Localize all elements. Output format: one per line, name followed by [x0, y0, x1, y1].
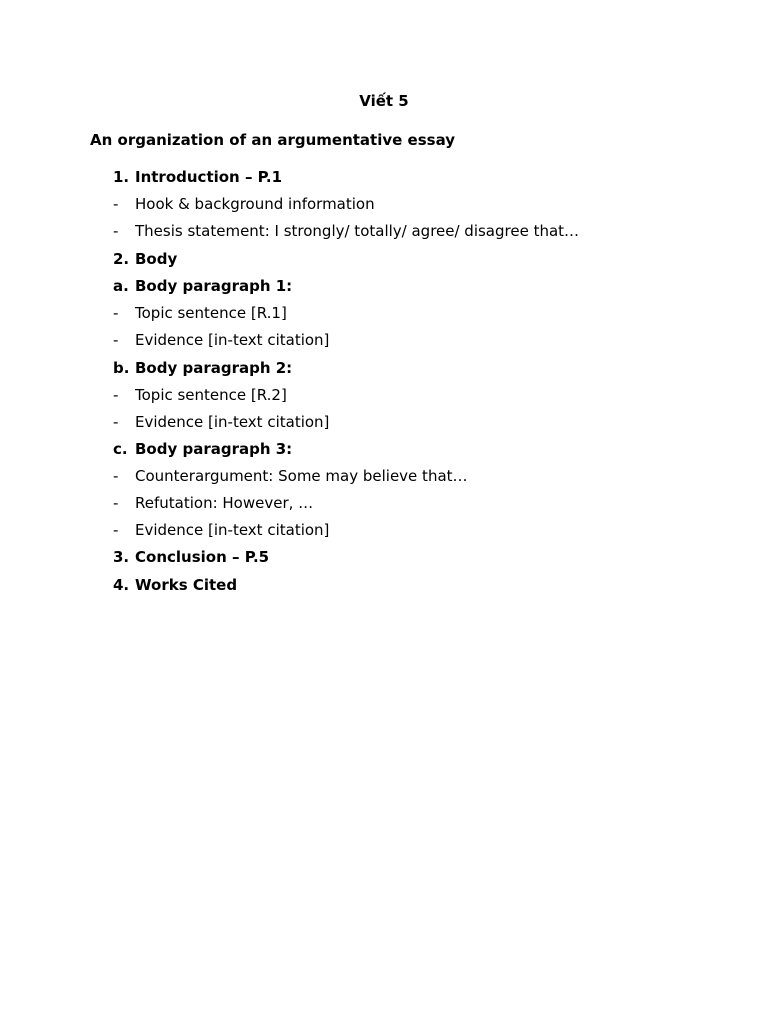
outline-text: Body paragraph 1: [135, 277, 293, 295]
outline-text: Body paragraph 3: [135, 440, 293, 458]
outline-text: Refutation: However, … [135, 494, 314, 512]
outline-text: Introduction – P.1 [135, 168, 283, 186]
outline-text: Topic sentence [R.1] [135, 304, 287, 322]
list-number: 1. [113, 168, 130, 186]
outline-text: Topic sentence [R.2] [135, 386, 287, 404]
bullet-dash: - [113, 467, 119, 485]
list-number: 2. [113, 250, 130, 268]
document-subtitle: An organization of an argumentative essay [90, 131, 456, 149]
bullet-dash: - [113, 413, 119, 431]
list-number: 4. [113, 576, 130, 594]
bullet-dash: - [113, 222, 119, 240]
list-number: c. [113, 440, 128, 458]
outline-text: Thesis statement: I strongly/ totally/ agree/ disagree that… [135, 222, 580, 240]
bullet-dash: - [113, 331, 119, 349]
list-number: 3. [113, 548, 130, 566]
outline-text: Body [135, 250, 178, 268]
bullet-dash: - [113, 521, 119, 539]
outline-text: Evidence [in-text citation] [135, 331, 330, 349]
list-number: a. [113, 277, 129, 295]
document-title: Viết 5 [359, 92, 409, 110]
outline-text: Works Cited [135, 576, 238, 594]
outline-text: Body paragraph 2: [135, 359, 293, 377]
bullet-dash: - [113, 195, 119, 213]
bullet-dash: - [113, 494, 119, 512]
outline-text: Evidence [in-text citation] [135, 521, 330, 539]
bullet-dash: - [113, 386, 119, 404]
outline-text: Counterargument: Some may believe that… [135, 467, 468, 485]
outline-text: Evidence [in-text citation] [135, 413, 330, 431]
list-number: b. [113, 359, 130, 377]
outline-text: Conclusion – P.5 [135, 548, 270, 566]
outline-text: Hook & background information [135, 195, 375, 213]
bullet-dash: - [113, 304, 119, 322]
